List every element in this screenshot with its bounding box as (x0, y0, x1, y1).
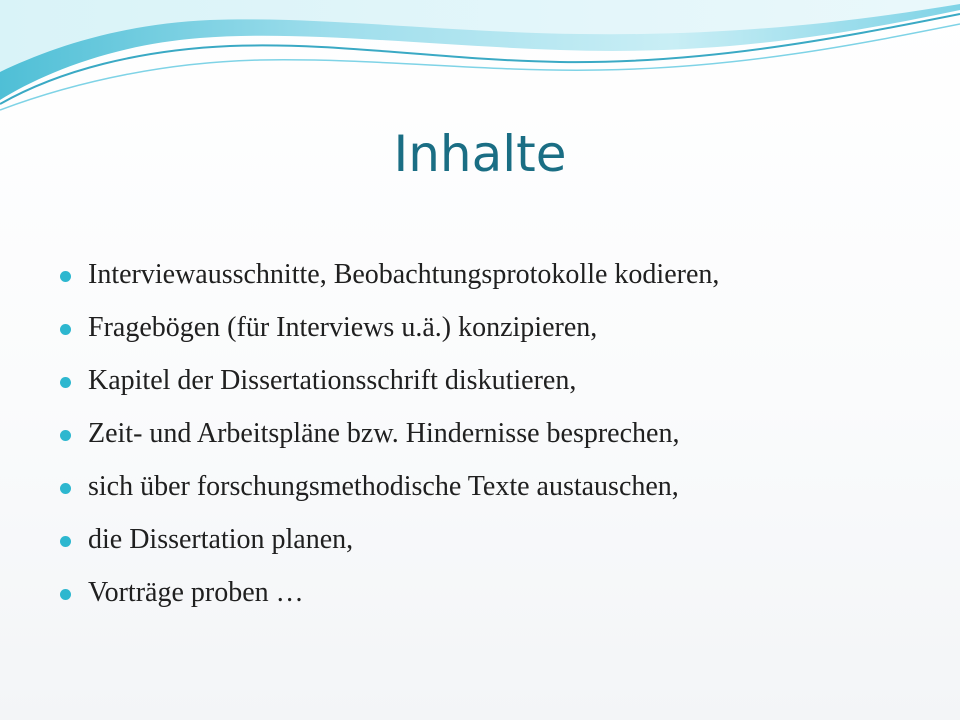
bullet-text: Fragebögen (für Interviews u.ä.) konzipieren, (88, 312, 598, 343)
circle-bullet-icon (60, 324, 71, 335)
circle-bullet-icon (60, 589, 71, 600)
list-item (60, 524, 920, 556)
list-item (60, 259, 920, 291)
slide-title: Inhalte (393, 125, 567, 183)
bullet-text: die Dissertation planen, (88, 524, 354, 555)
list-item (60, 312, 920, 344)
list-item (60, 365, 920, 397)
circle-bullet-icon (60, 271, 71, 282)
bullet-list (60, 259, 920, 630)
bullet-text: Interviewausschnitte, Beobachtungsprotokolle kodieren, (88, 259, 720, 290)
circle-bullet-icon (60, 536, 71, 547)
header-wave-decoration (0, 0, 960, 120)
bullet-text: Zeit- und Arbeitspläne bzw. Hindernisse besprechen, (88, 418, 680, 449)
list-item (60, 577, 920, 609)
list-item (60, 471, 920, 503)
bullet-text: Vorträge proben … (88, 577, 304, 608)
circle-bullet-icon (60, 430, 71, 441)
circle-bullet-icon (60, 377, 71, 388)
bullet-text: sich über forschungsmethodische Texte austauschen, (88, 471, 679, 502)
circle-bullet-icon (60, 483, 71, 494)
list-item (60, 418, 920, 450)
bullet-text: Kapitel der Dissertationsschrift diskutieren, (88, 365, 577, 396)
